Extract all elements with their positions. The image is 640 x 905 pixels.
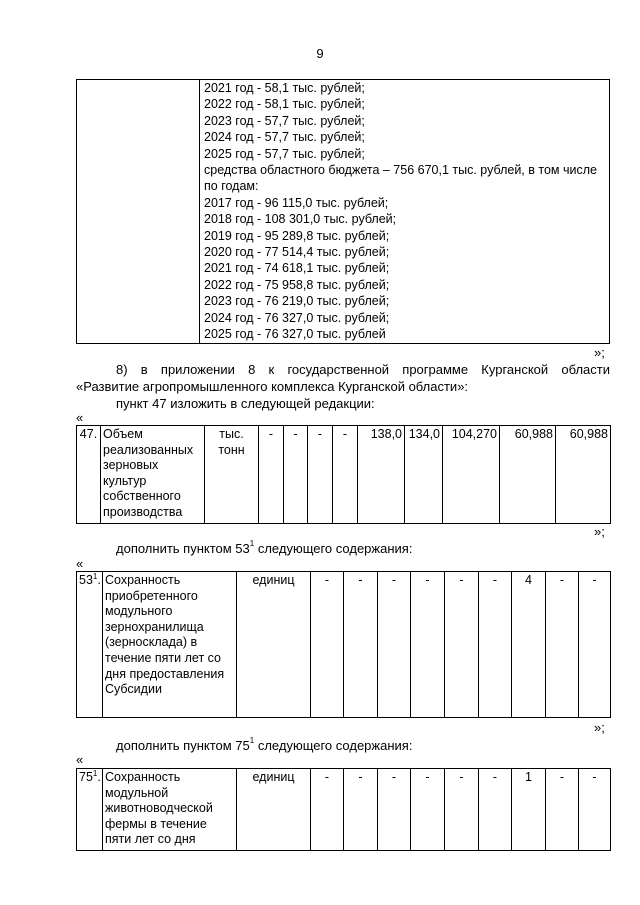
paragraph-75-text-end: следующего содержания: (254, 738, 413, 753)
unit-cell: единиц (237, 769, 311, 851)
paragraph-53-text: дополнить пунктом 53 (116, 541, 250, 556)
closing-quote: »; (594, 345, 605, 360)
funding-line: 2021 год - 74 618,1 тыс. рублей; (204, 261, 390, 276)
value-cell: 60,988 (500, 426, 556, 524)
funding-line: 2021 год - 58,1 тыс. рублей; (204, 81, 365, 95)
funding-line: средства областного бюджета – 756 670,1 тыс. рублей, в том числе по годам: (204, 163, 597, 194)
funding-line: 2025 год - 57,7 тыс. рублей; (204, 146, 365, 161)
paragraph-8 (76, 361, 610, 395)
funding-line: 2017 год - 96 115,0 тыс. рублей; (204, 195, 389, 210)
funding-line: 2018 год - 108 301,0 тыс. рублей; (204, 212, 397, 227)
value-cell: - (344, 572, 378, 718)
table-row (77, 769, 611, 851)
closing-quote: »; (594, 720, 605, 735)
value-cell: - (411, 572, 445, 718)
paragraph-75 (116, 737, 412, 754)
paragraph-8-line2: «Развитие агропромышленного комплекса Курганской области»: (76, 379, 469, 394)
opening-quote: « (76, 556, 84, 571)
superscript: 1 (92, 572, 98, 581)
row-number: 47. (77, 426, 101, 524)
funding-line: 2019 год - 95 289,8 тыс. рублей; (204, 228, 390, 243)
value-cell: - (378, 572, 411, 718)
indicator-table-53-1 (76, 571, 611, 718)
value-cell: - (579, 572, 611, 718)
value-cell: - (546, 572, 579, 718)
value-cell: - (333, 426, 358, 524)
paragraph-75-text: дополнить пунктом 75 (116, 738, 250, 753)
row-number (77, 572, 103, 718)
indicator-table-47 (76, 425, 611, 524)
value-cell: - (308, 426, 333, 524)
funding-line: 2022 год - 58,1 тыс. рублей; (204, 97, 365, 112)
funding-table-content-cell (200, 80, 610, 344)
unit-cell: тыс. тонн (205, 426, 259, 524)
superscript: 1 (249, 736, 255, 745)
opening-quote: « (76, 410, 84, 425)
funding-line: 2023 год - 57,7 тыс. рублей; (204, 113, 365, 128)
value-cell: - (445, 769, 479, 851)
closing-quote: »; (594, 524, 605, 539)
page-number: 9 (316, 46, 324, 61)
value-cell: 138,0 (358, 426, 405, 524)
funding-line: 2020 год - 77 514,4 тыс. рублей; (204, 245, 390, 260)
value-cell: - (259, 426, 284, 524)
value-cell: - (579, 769, 611, 851)
indicator-table-75-1 (76, 768, 611, 851)
paragraph-47: пункт 47 изложить в следующей редакции: (116, 396, 375, 411)
value-cell: - (311, 769, 344, 851)
table-row (77, 426, 611, 524)
funding-line: 2024 год - 76 327,0 тыс. рублей; (204, 310, 390, 325)
row-number (77, 769, 103, 851)
paragraph-53-text-end: следующего содержания: (254, 541, 413, 556)
funding-line: 2022 год - 75 958,8 тыс. рублей; (204, 277, 390, 292)
value-cell: 60,988 (556, 426, 611, 524)
value-cell: - (284, 426, 308, 524)
indicator-name: Сохранность модульной животноводческой фермы в течение пяти лет со дня (103, 769, 237, 851)
row-number-dot: . (97, 770, 101, 784)
value-cell: 4 (512, 572, 546, 718)
value-cell: - (344, 769, 378, 851)
value-cell: - (378, 769, 411, 851)
row-number-text: 53 (79, 573, 93, 587)
value-cell: - (411, 769, 445, 851)
table-row (77, 572, 611, 718)
funding-table (76, 79, 610, 344)
value-cell: - (479, 769, 512, 851)
value-cell: 104,270 (443, 426, 500, 524)
value-cell: - (445, 572, 479, 718)
funding-line: 2025 год - 76 327,0 тыс. рублей (204, 327, 386, 342)
row-number-text: 75 (79, 770, 93, 784)
value-cell: - (546, 769, 579, 851)
value-cell: 134,0 (405, 426, 443, 524)
superscript: 1 (92, 769, 98, 778)
funding-table-empty-cell (77, 80, 200, 344)
value-cell: 1 (512, 769, 546, 851)
funding-line: 2024 год - 57,7 тыс. рублей; (204, 130, 365, 145)
indicator-name: Сохранность приобретенного модульного зернохранилища (зерносклада) в течение пяти лет со дня предоставления Субсидии (103, 572, 237, 718)
indicator-name: Объем реализованных зерновых культур собственного производства (101, 426, 205, 524)
value-cell: - (479, 572, 512, 718)
value-cell: - (311, 572, 344, 718)
row-number-dot: . (97, 573, 101, 587)
opening-quote: « (76, 752, 84, 767)
paragraph-8-line1: 8) в приложении 8 к государственной программе Курганской области (116, 362, 610, 377)
paragraph-53 (116, 540, 412, 557)
funding-line: 2023 год - 76 219,0 тыс. рублей; (204, 294, 390, 309)
unit-cell: единиц (237, 572, 311, 718)
superscript: 1 (249, 539, 255, 548)
